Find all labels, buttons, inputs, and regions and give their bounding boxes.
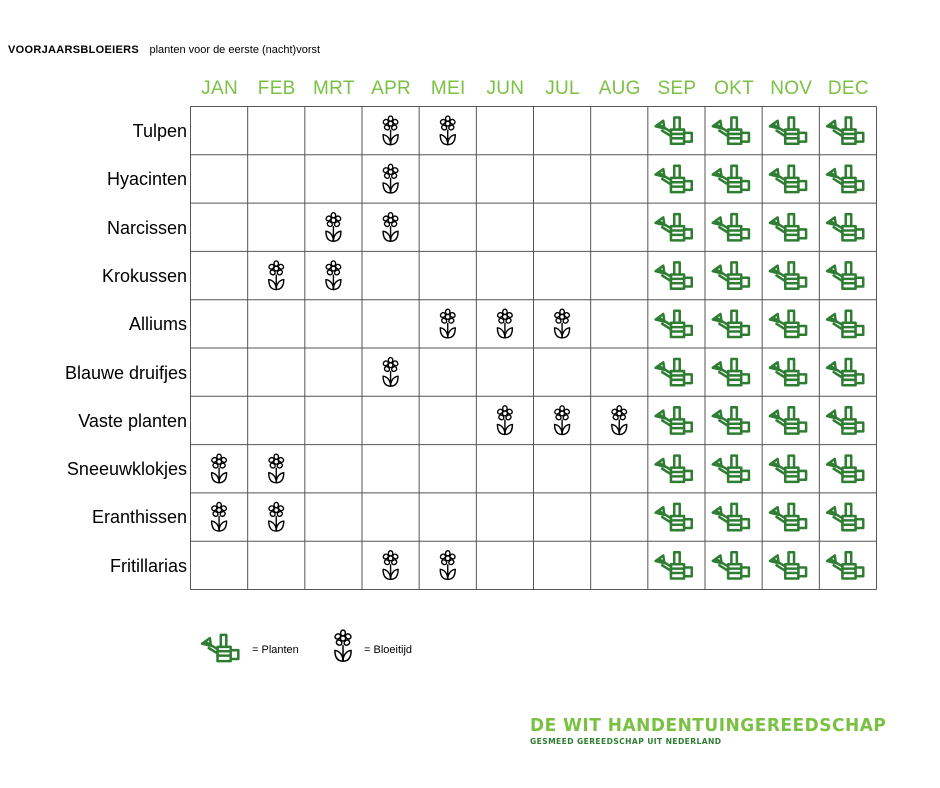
watering-can-icon [713,456,749,482]
flower-icon [382,358,398,387]
month-label-feb: FEB [257,78,296,99]
legend-plant-label: = Planten [252,644,299,656]
calendar-grid [190,106,878,590]
watering-can-icon [656,118,692,144]
flower-icon [330,628,356,664]
flower-icon [268,454,284,483]
watering-can-icon [656,407,692,433]
flower-icon [611,406,627,435]
month-label-okt: OKT [714,78,755,99]
row-label: Vaste planten [78,410,187,431]
watering-can-icon [827,166,863,192]
watering-can-icon [770,504,806,530]
flower-icon [440,309,456,338]
flower-icon [268,502,284,531]
row-label: Eranthissen [91,507,187,528]
flower-icon [554,406,570,435]
watering-can-icon [827,552,863,578]
watering-can-icon [656,552,692,578]
row-label: Alliums [128,314,187,335]
month-label-jan: JAN [201,78,238,99]
month-label-mei: MEI [430,78,466,99]
watering-can-icon [827,118,863,144]
legend-plant [200,628,250,668]
legend-flower [330,628,360,668]
watering-can-icon [770,552,806,578]
watering-can-icon [770,118,806,144]
month-header-row [191,78,877,100]
flower-icon [211,502,227,531]
watering-can-icon [656,214,692,240]
flower-icon [325,213,341,242]
watering-can-icon [200,631,246,665]
month-label-sep: SEP [657,78,697,99]
brand-logo [530,716,886,746]
flower-icon [325,261,341,290]
watering-can-icon [713,552,749,578]
watering-can-icon [770,214,806,240]
month-label-apr: APR [371,78,412,99]
flower-icon [211,454,227,483]
watering-can-icon [656,359,692,385]
row-label: Hyacinten [106,169,187,190]
watering-can-icon [713,359,749,385]
month-label-jul: JUL [545,78,580,99]
watering-can-icon [656,166,692,192]
month-label-mrt: MRT [313,78,355,99]
watering-can-icon [770,311,806,337]
watering-can-icon [770,166,806,192]
month-label-dec: DEC [827,78,869,99]
row-label: Narcissen [106,217,187,238]
watering-can-icon [656,262,692,288]
watering-can-icon [770,456,806,482]
watering-can-icon [656,504,692,530]
watering-can-icon [713,166,749,192]
row-label: Krokussen [101,265,187,286]
watering-can-icon [713,504,749,530]
watering-can-icon [713,311,749,337]
flower-icon [268,261,284,290]
flower-icon [440,116,456,145]
watering-can-icon [713,262,749,288]
legend-flower-label: = Bloeitijd [364,644,413,656]
watering-can-icon [656,456,692,482]
watering-can-icon [827,262,863,288]
page-subtitle: planten voor de eerste (nacht)vorst [149,44,321,56]
row-label: Blauwe druifjes [64,362,187,383]
watering-can-icon [827,214,863,240]
page-header [8,40,320,58]
flower-icon [497,406,513,435]
watering-can-icon [827,311,863,337]
watering-can-icon [827,407,863,433]
page-title: VOORJAARSBLOEIERS [8,44,140,56]
brand-name: DE WIT HANDENTUINGEREEDSCHAP [530,715,887,737]
month-label-aug: AUG [598,78,641,99]
brand-tagline: GESMEED GEREEDSCHAP UIT NEDERLAND [530,737,722,746]
watering-can-icon [770,407,806,433]
watering-can-icon [770,359,806,385]
flower-icon [382,116,398,145]
flower-icon [497,309,513,338]
watering-can-icon [770,262,806,288]
flower-icon [382,164,398,193]
flower-icon [440,551,456,580]
row-label: Fritillarias [109,555,187,576]
watering-can-icon [827,359,863,385]
watering-can-icon [713,214,749,240]
watering-can-icon [827,456,863,482]
watering-can-icon [713,407,749,433]
month-label-nov: NOV [770,78,813,99]
watering-can-icon [827,504,863,530]
flower-icon [382,213,398,242]
watering-can-icon [713,118,749,144]
row-label: Tulpen [132,121,187,141]
flower-icon [554,309,570,338]
month-label-jun: JUN [486,78,525,99]
flower-icon [382,551,398,580]
row-label: Sneeuwklokjes [66,459,187,480]
watering-can-icon [656,311,692,337]
